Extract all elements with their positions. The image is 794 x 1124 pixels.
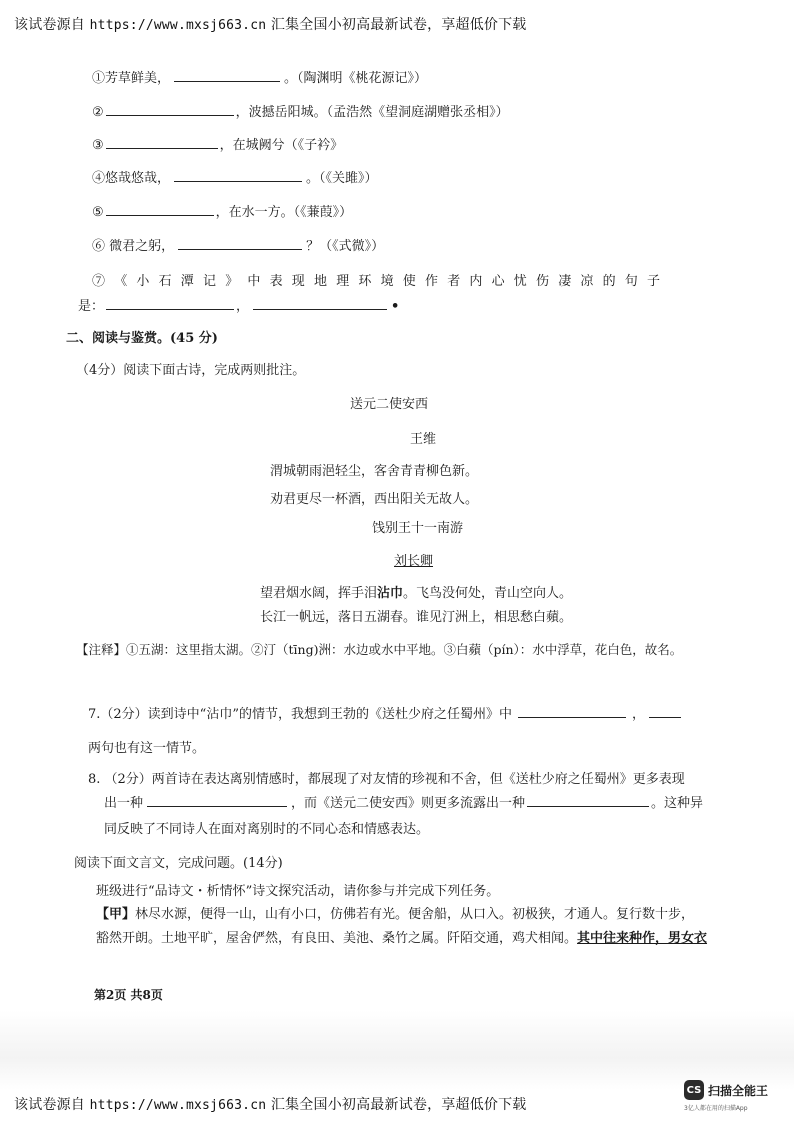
poem2-author: 刘长卿 [394, 554, 434, 569]
poem2-line1 [260, 582, 572, 601]
passage-text: 林尽水源，便得一山，山有小口，仿佛若有光。便舍船，从口入。初极狭，才通人。复行数十步， [135, 907, 695, 922]
fill-in-source: ？（《式微》） [306, 239, 385, 254]
poem2-line2: 长江一帆远，落日五湖春。谁见汀洲上，相思愁白蘋。 [260, 610, 573, 625]
question-8-line3: 同反映了不同诗人在面对离别时的不同心态和情感表达。 [104, 822, 430, 837]
watermark-url[interactable]: https://www.mxsj663.cn [89, 18, 267, 33]
question-text: ， [631, 707, 645, 722]
poem-text: 。飞鸟没何处，青山空向人。 [403, 586, 573, 601]
poem2-title: 饯别王十一南游 [372, 521, 464, 536]
answer-blank[interactable] [106, 136, 218, 149]
fill-in-text: ⑥ 微君之躬， [92, 239, 175, 254]
answer-blank[interactable] [147, 794, 287, 807]
answer-blank[interactable] [518, 705, 626, 718]
answer-blank[interactable] [174, 69, 280, 82]
passage-text: 豁然开朗。土地平旷，屋舍俨然，有良田、美池、桑竹之属。阡陌交通，鸡犬相闻。 [96, 931, 578, 946]
fill-in-item-5 [92, 201, 352, 220]
fill-in-item-4 [92, 167, 378, 186]
section-intro: （4分）阅读下面古诗，完成两则批注。 [76, 363, 306, 378]
reading-task: 班级进行“品诗文・析情怀”诗文探究活动，请你参与并完成下列任务。 [96, 884, 500, 899]
passage-underlined-text: 其中往来种作，男女衣 [577, 931, 708, 946]
question-text: 出一种 [104, 796, 144, 811]
poem1-line1: 渭城朝雨浥轻尘，客舍青青柳色新。 [270, 464, 479, 479]
poem1-title: 送元二使安西 [350, 397, 429, 412]
reading-jia-line2 [96, 927, 707, 946]
question-text: 7.（2分）读到诗中“沾巾”的情节，我想到王勃的《送杜少府之任蜀州》中 [88, 707, 512, 722]
answer-blank[interactable] [106, 203, 214, 216]
fill-in-text: ①芳草鲜美， [92, 71, 171, 86]
answer-blank[interactable] [106, 103, 234, 116]
reading-jia-line1 [96, 903, 694, 922]
annotation-note: 【注释】①五湖：这里指太湖。②汀（tīng)洲：水边或水中平地。③白蘋（pín）：水中浮草，花白色，故名。 [76, 642, 683, 657]
watermark-url[interactable]: https://www.mxsj663.cn [89, 1098, 267, 1113]
scanner-tagline: 3亿人都在用的扫描App [684, 1105, 748, 1112]
fill-in-source: 。（《关雎》） [306, 171, 378, 186]
answer-blank[interactable] [178, 237, 302, 250]
fill-in-text: ② [92, 105, 104, 120]
question-text: ，而《送元二使安西》则更多流露出一种 [291, 796, 526, 811]
fill-in-item-7-answer [78, 295, 399, 314]
scanner-app-name: 扫描全能王 [708, 1083, 769, 1098]
poem1-author: 王维 [410, 432, 437, 447]
fill-in-source: ，波撼岳阳城。（孟浩然《望洞庭湖赠张丞相》） [235, 105, 509, 120]
scanner-logo [684, 1080, 768, 1112]
fill-in-item-6 [92, 235, 384, 254]
poem-text: 望君烟水阔，挥手泪 [260, 586, 378, 601]
fill-in-text: ， [236, 299, 250, 314]
watermark-prefix: 该试卷源自 [14, 17, 85, 33]
fill-in-item-1 [92, 67, 427, 86]
poem-highlight: 沾巾 [377, 586, 404, 601]
top-watermark [14, 14, 527, 34]
question-7-line2: 两句也有这一情节。 [88, 741, 206, 756]
answer-blank[interactable] [253, 297, 387, 310]
fill-in-text: • [391, 299, 400, 314]
question-8-line1: 8. （2分）两首诗在表达离别情感时，都展现了对友情的珍视和不舍，但《送杜少府之任蜀州》更多表现 [88, 772, 685, 787]
watermark-prefix: 该试卷源自 [14, 1097, 85, 1113]
poem1-line2: 劝君更尽一杯酒，西出阳关无故人。 [270, 492, 479, 507]
fill-in-text: ⑤ [92, 205, 104, 220]
reading-intro: 阅读下面文言文，完成问题。(14分) [74, 856, 283, 871]
answer-blank[interactable] [106, 297, 234, 310]
fill-in-text: ④悠哉悠哉， [92, 171, 171, 186]
fill-in-item-7-prompt: ⑦《小石潭记》中表现地理环境使作者内心忧伤凄凉的句子 [92, 274, 670, 289]
fill-in-item-3 [92, 134, 343, 153]
page-number: 第2页 共8页 [94, 988, 163, 1002]
watermark-suffix: 汇集全国小初高最新试卷，享超低价下载 [270, 1097, 527, 1113]
answer-blank[interactable] [174, 169, 302, 182]
answer-blank[interactable] [527, 794, 649, 807]
question-8-line2 [104, 792, 703, 811]
bottom-watermark [14, 1094, 527, 1114]
watermark-suffix: 汇集全国小初高最新试卷，享超低价下载 [270, 17, 527, 33]
fill-in-source: 。（陶渊明《桃花源记》） [284, 71, 428, 86]
scan-shadow [0, 1010, 794, 1090]
answer-blank[interactable] [649, 705, 681, 718]
fill-in-item-2 [92, 101, 509, 120]
scanner-app-icon: CS [684, 1080, 704, 1100]
fill-in-text: ③ [92, 138, 104, 153]
fill-in-source: ，在水一方。（《蒹葭》） [215, 205, 353, 220]
fill-in-source: ，在城阙兮（《子衿》 [219, 138, 344, 153]
question-7 [88, 703, 681, 722]
section-heading: 二、阅读与鉴赏。(45 分) [66, 331, 218, 346]
question-text: 。这种异 [651, 796, 704, 811]
fill-in-text: 是： [78, 299, 105, 314]
passage-label: 【甲】 [96, 907, 136, 922]
